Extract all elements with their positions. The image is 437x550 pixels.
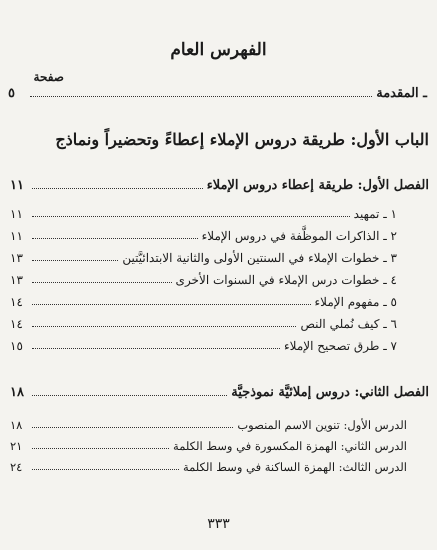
entry-page: ١٣ (10, 251, 23, 265)
toc-entry[interactable] (10, 273, 397, 287)
toc-entry-intro[interactable] (8, 86, 427, 101)
entry-page: ١١ (10, 229, 23, 243)
page-number: ٣٣٣ (207, 516, 230, 532)
leader-dots (32, 216, 350, 217)
leader-dots (32, 448, 169, 449)
toc-entry[interactable] (10, 295, 397, 309)
entry-page: ١٨ (10, 418, 23, 432)
leader-dots (32, 304, 311, 305)
entry-label: الدرس الأول: تنوين الاسم المنصوب (237, 418, 407, 432)
entry-page: ٢٤ (10, 460, 23, 474)
leader-dots (32, 188, 203, 189)
toc-entry[interactable] (10, 439, 407, 453)
leader-dots (32, 238, 198, 239)
leader-dots (32, 326, 296, 327)
chapter-label: الفصل الثاني: دروس إملائيَّة نموذجيَّة (231, 385, 429, 400)
entry-label: ٣ ـ خطوات الإملاء في السنتين الأولى والثانية الابتدائيَّتين (122, 251, 397, 265)
toc-entry[interactable] (10, 317, 397, 331)
page-title: الفهرس العام (170, 40, 267, 60)
entry-label: ٦ ـ كيف نُملي النص (300, 317, 397, 331)
entry-page: ٥ (8, 86, 15, 101)
entry-page: ١١ (10, 178, 24, 193)
entry-label: ٧ ـ طرق تصحيح الإملاء (284, 339, 397, 353)
entry-label: الدرس الثاني: الهمزة المكسورة في وسط الكلمة (173, 439, 407, 453)
leader-dots (30, 96, 372, 97)
entry-page: ١٥ (10, 339, 23, 353)
toc-entry[interactable] (10, 418, 407, 432)
page-column-label: صفحة (33, 70, 64, 84)
leader-dots (32, 260, 118, 261)
entry-page: ١٣ (10, 273, 23, 287)
entry-page: ١٤ (10, 295, 23, 309)
entry-label: الدرس الثالث: الهمزة الساكنة في وسط الكلمة (182, 460, 407, 474)
leader-dots (32, 427, 233, 428)
entry-page: ١٨ (10, 385, 24, 400)
toc-chapter[interactable] (10, 178, 429, 193)
leader-dots (32, 348, 280, 349)
leader-dots (32, 282, 172, 283)
toc-entry[interactable] (10, 460, 407, 474)
leader-dots (32, 469, 179, 470)
toc-chapter[interactable] (10, 385, 429, 400)
toc-entry[interactable] (10, 251, 397, 265)
toc-entry[interactable] (10, 207, 397, 221)
chapter-label: الفصل الأول: طريقة إعطاء دروس الإملاء (206, 178, 429, 193)
entry-page: ١٤ (10, 317, 23, 331)
entry-label: ٤ ـ خطوات درس الإملاء في السنوات الأخرى (175, 273, 397, 287)
toc-entry[interactable] (10, 339, 397, 353)
entry-label: ٥ ـ مفهوم الإملاء (314, 295, 397, 309)
entry-page: ٢١ (10, 439, 23, 453)
part-title: الباب الأول: طريقة دروس الإملاء إعطاءً وتحضيراً ونماذج (55, 130, 429, 149)
leader-dots (32, 395, 227, 396)
entry-page: ١١ (10, 207, 23, 221)
entry-label: ١ ـ تمهيد (353, 207, 397, 221)
entry-label: ـ المقدمة (376, 86, 427, 101)
entry-label: ٢ ـ الذاكرات الموظَّفة في دروس الإملاء (201, 229, 397, 243)
toc-entry[interactable] (10, 229, 397, 243)
